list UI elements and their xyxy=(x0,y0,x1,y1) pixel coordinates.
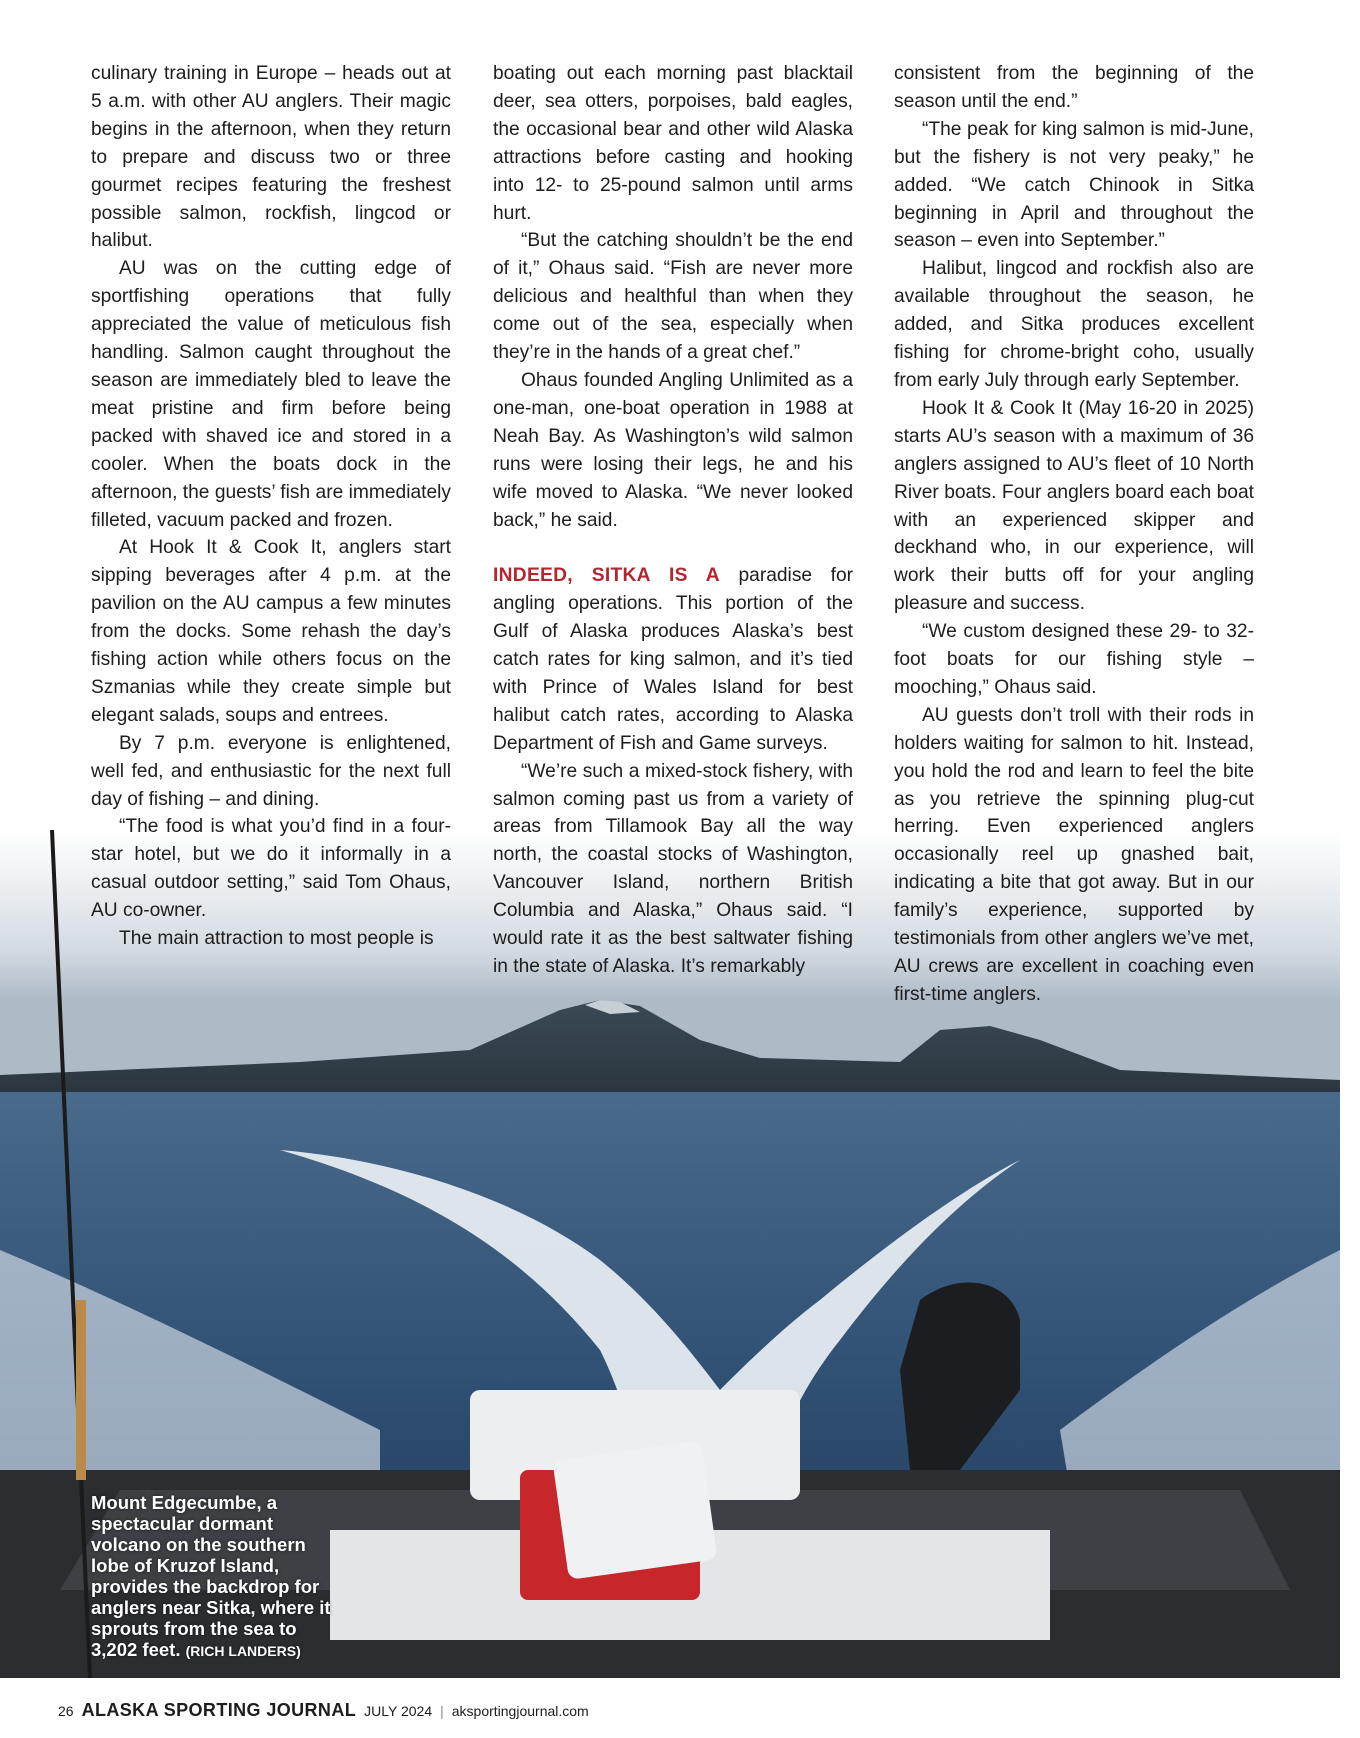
text-column-3 xyxy=(894,60,1254,1009)
paragraph: culinary training in Europe – heads out at 5 a.m. with other AU anglers. Their magic begins in the afternoon, when they return to prepare and discuss two or three gourmet recipes featuring the freshest possible salmon, rockfish, lingcod or halibut. xyxy=(91,63,451,252)
paragraph: “But the catching shouldn’t be the end of it,” Ohaus said. “Fish are never more delicious and healthful than when they come out of the sea, especially when they’re in the hands of a great chef.” xyxy=(493,230,853,364)
paragraph: consistent from the beginning of the season until the end.” xyxy=(894,63,1254,112)
cooler-red-lid xyxy=(552,1440,717,1580)
page-footer xyxy=(58,1700,589,1724)
caption-text: Mount Edgecumbe, a spectacular dormant volcano on the southern lobe of Kruzof Island, provides the backdrop for anglers near Sitka, where it sprouts from the sea to 3,202 feet. xyxy=(91,1492,331,1660)
issue-date: JULY 2024 xyxy=(364,1703,433,1719)
section-lead-in: INDEED, SITKA IS A xyxy=(493,565,720,587)
mountain xyxy=(0,1000,1340,1100)
photo-credit: (RICH LANDERS) xyxy=(185,1643,301,1659)
paragraph: Halibut, lingcod and rockfish also are available throughout the season, he added, and Sitka produces excellent fishing for chrome-bright coho, usually from early July through early September. xyxy=(894,258,1254,391)
paragraph: By 7 p.m. everyone is enlightened, well fed, and enthusiastic for the next full day of fishing – and dining. xyxy=(91,732,451,810)
paragraph: “The peak for king salmon is mid-June, but the fishery is not very peaky,” he added. “We catch Chinook in Sitka beginning in April and throughout the season – even into September.” xyxy=(894,118,1254,252)
website-link[interactable]: aksportingjournal.com xyxy=(451,1703,589,1719)
paragraph: Ohaus founded Angling Unlimited as a one-man, one-boat operation in 1988 at Neah Bay. As Washington’s wild salmon runs were losing their legs, he and his wife moved to Alaska. “We never looked back,” he said. xyxy=(493,369,853,531)
section-paragraph xyxy=(493,562,853,757)
paragraph: AU was on the cutting edge of sportfishing operations that fully appreciated the value of meticulous fish handling. Salmon caught throughout the season are immediately bled to leave the meat pristine and firm before being packed with shaved ice and stored in a cooler. When the boats dock in the afternoon, the guests’ fish are immediately filleted, vacuum packed and frozen. xyxy=(91,258,451,531)
section-lead-rest: paradise for angling operations. This portion of the Gulf of Alaska produces Alaska’s best catch rates for king salmon, and it’s tied with Prince of Wales Island for best halibut catch rates, according to Alaska Department of Fish and Game surveys. xyxy=(493,565,854,754)
footer-separator: | xyxy=(440,1703,444,1719)
paragraph: “We’re such a mixed-stock fishery, with salmon coming past us from a variety of areas from Tillamook Bay all the way north, the coastal stocks of Washington, Vancouver Island, northern British Columbia and Alaska,” Ohaus said. “I would rate it as the best saltwater fishing in the state of Alaska. It’s remarkably xyxy=(493,760,853,977)
text-column-1 xyxy=(91,60,451,953)
paragraph: boating out each morning past blacktail deer, sea otters, porpoises, bald eagles, the occasional bear and other wild Alaska attractions before casting and hooking into 12- to 25-pound salmon until arms hurt. xyxy=(493,63,853,224)
page-number: 26 xyxy=(58,1703,74,1719)
paragraph: At Hook It & Cook It, anglers start sipping beverages after 4 p.m. at the pavilion on the AU campus a few minutes from the docks. Some rehash the day’s fishing action while others focus on the Szmanias while they create simple but elegant salads, soups and entrees. xyxy=(91,537,451,726)
paragraph: “We custom designed these 29- to 32-foot boats for our fishing style – mooching,” Ohaus said. xyxy=(894,621,1254,698)
text-column-2 xyxy=(493,60,853,981)
paragraph: AU guests don’t troll with their rods in holders waiting for salmon to hit. Instead, you hold the rod and learn to feel the bite as you retrieve the spinning plug-cut herring. Even experienced anglers occasionally reel up gnashed bait, indicating a bite that got away. But in our family’s experience, supported by testimonials from other anglers we’ve met, AU crews are excellent in coaching even first-time anglers. xyxy=(894,704,1254,1005)
paragraph: The main attraction to most people is xyxy=(119,928,434,950)
rod-handle xyxy=(76,1300,86,1480)
paragraph: Hook It & Cook It (May 16-20 in 2025) starts AU’s season with a maximum of 36 anglers assigned to AU’s fleet of 10 North River boats. Four anglers board each boat with an experienced skipper and deckhand who, in our experience, will work their butts off for your angling pleasure and success. xyxy=(894,397,1254,615)
photo-caption xyxy=(91,1492,331,1662)
magazine-title: ALASKA SPORTING JOURNAL xyxy=(81,1700,357,1720)
paragraph: “The food is what you’d find in a four-star hotel, but we do it informally in a casual outdoor setting,” said Tom Ohaus, AU co-owner. xyxy=(91,816,451,922)
